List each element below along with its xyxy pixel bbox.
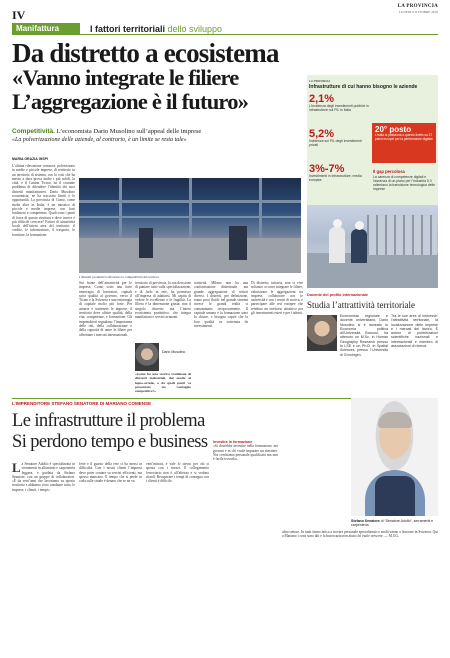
- bottom-column-1: [12, 462, 75, 650]
- article-column-4: trattività. Milano non ha una conformazione distrettuale, ma grande aggregazione di settori diversi. I distretti, per definizione, erano poco fluidi: nel grande sistema invece le grandi realtà si contaminano reciprocamente. Il capitale umano e la formazione sono la chiave, e bisogna capire che la loro qualità va sostenuta da investimenti.: [194, 281, 248, 328]
- issue-date: LUNEDÌ 8 OTTOBRE 2018: [398, 10, 438, 14]
- article-subhead: «La polverizzazione delle aziende, al contrario, è un limite se resta tale»: [12, 137, 187, 143]
- bottom-column-4: [213, 440, 278, 650]
- stat-label: Investimenti in infrastrutture, media europea: [309, 174, 362, 182]
- profile-label: Docente del profilo internazionale: [307, 293, 368, 297]
- mini-photo-caption: Dario Musolino: [162, 350, 186, 354]
- ranking-text: L’Italia si posiziona a questo livello su 27 paesi europei per la performance digitale: [375, 133, 433, 141]
- workers-photo: [307, 205, 438, 288]
- photo-caption: I distretti produttivi rafforzano la competitività dei territori: [79, 275, 159, 279]
- article-column-3: territorio di provincia, la sua decisione di puntare tutto sulla specializzazione, e di farlo in rete, ha permesso all’impresa di adattarsi. Mi capita di vedere le eccellenze e le fragilità. La filiera è la dimensione giusta: non il singolo distretto ma l’intero ecosistema produttivo, che integra manifattura e servizi avanzati.: [135, 281, 191, 320]
- main-headline-line-3: L’aggregazione è il futuro»: [12, 89, 249, 114]
- kicker-label: Competitività.: [12, 128, 55, 135]
- stat-value: 2,1%: [309, 93, 335, 105]
- article-column-2: Sui fronte dell’attrattività per le imprese, Como sotto una forte emorragia di lavoratori, capitali sotto qualità al governo, verso il Ticino e la Svizzera e una emorragia di capitale molto più forte. Per attrarre e trattenere le imprese, il territorio deve offrire qualità, della vita, competenze, e formazione. Gli imprenditori segnalano l’importanza delle reti, della collaborazione e della capacità di unire le filiere per affrontare i mercati internazionali.: [79, 281, 132, 337]
- section-tab: Manifattura: [12, 23, 80, 35]
- main-headline-line-2: «Vanno integrate le filiere: [12, 65, 239, 90]
- byline: MARIA GRAZIA GISPI: [12, 157, 48, 161]
- infographic-brand: LA PROVINCIA: [309, 79, 331, 83]
- main-headline-line-1: Da distretto a ecosistema: [12, 38, 279, 68]
- section-bar: [12, 23, 438, 35]
- bottom-headline-line-1: Le infrastrutture il problema: [12, 411, 205, 431]
- ranking-box: [372, 123, 436, 163]
- infographic-title: Infrastrutture di cui hanno bisogno le aziende: [309, 84, 418, 90]
- stat-value: 5,2%: [309, 128, 335, 140]
- profile-text-column-2: Tra le sue aree di interesse: l’attrattività territoriale, la localizzazione delle imprese e i mercati del lavoro. È autore di pubblicazioni scientifiche nazionali e internazionali e membro di associazioni di ricerca.: [391, 314, 438, 349]
- musolino-mini-photo: [135, 343, 159, 371]
- profile-title: Studia l’attrattività territoriale: [307, 300, 415, 310]
- bottom-column-4-text: «Si dovrebbe investire nella formazione, nei giovani e in chi vuole imparare un mestiere. Noi cerchiamo personale qualificato ma non è facile trovarlo».: [213, 444, 278, 462]
- portrait-caption-rest: di “Senatore Adolfo”, serramenti e carpenteria: [351, 519, 434, 527]
- bottom-headline-line-2: Si perdono tempo e business: [12, 432, 208, 452]
- profile-text-column-1: Economista regionale e docente universitario, Dario Musolino si è laureato in Economia politica all’Università Bocconi, ha ottenuto un M.Sc. in Human Geography Research presso la LSE e un Ph.D. in Spatial Sciences presso l’Università di Groningen.: [340, 314, 388, 357]
- section-title-bold: I fattori territoriali: [90, 24, 166, 34]
- article-kicker: [12, 127, 302, 136]
- bottom-column-5: altro settore. In tanti fanno fatica a trovare personale specializzato e molti vanno a lavorare in Svizzera. Qui a Mariano i costi sono alti e la burocrazia non aiuta chi vuole crescere. — M.GG.: [282, 530, 438, 539]
- article-column-5: Di distretto, tuttavia, non si vive soltanto: occorre integrare le filiere, valorizzare le aggregazioni tra imprese, collaborare con le università e con i centri di ricerca, e partecipare alle reti europee che rendono un territorio attrattivo per gli investimenti esteri e per i talenti.: [251, 281, 303, 316]
- factory-photo: [79, 178, 301, 273]
- stat-value: 3%-7%: [309, 163, 345, 175]
- pull-quote: «Come ha una storica tradizione di distretti industriali, dal tessile al legno-arredo, e da quali punti va presentare un vantaggio competitivo?»: [135, 372, 191, 394]
- portrait-caption-name: Stefano Senatore: [351, 519, 380, 523]
- senatore-portrait: [351, 398, 438, 516]
- article-column-1: L’ultima rilevazione comasca, polverizzato in medie e piccole imprese, di territorio in un territorio di sistema, con la crisi che ha messo a dura prova anche i più solidi, la città, e il Canton Ticino, ha il costante problema di difendere l’identità dei suoi distretti manifatturieri. Dario Musolino economista, ne ha tracciato limiti e le opportunità. La provincia di Como, come molte altre in Italia, è un mosaico di piccole e medie imprese, con forti tradizioni e competenze. Quali sono i punti di forza di questa struttura e dove invece è più difficile crescere? Fattori di attrattività locali dell’intera area del territorio: il credito, le infrastrutture, il trasporto, le forniture, la formazione.: [12, 164, 75, 237]
- dropcap: L: [12, 462, 21, 475]
- bottom-subtitle: Investire in formazione: [213, 440, 253, 444]
- portrait-caption: [351, 519, 441, 527]
- bottom-column-2: ferie e il guasto della rete ci ha messi in difficoltà. Con i nostri clienti l’impresa deve poter contare su servizi efficienti, ma spesso mancano. Il tempo che si perde in coda sulle strade è denaro che se ne va.: [79, 462, 142, 484]
- stat-label: L’incidenza degli investimenti pubblici in infrastrutture sul PIL in Italia: [309, 104, 369, 112]
- section-title-light: dello sviluppo: [167, 24, 223, 34]
- kicker-text: L’economista Dario Musolino sull’appeal delle imprese: [56, 128, 202, 135]
- gap-text: La carenza di competenze digitali e l’assenza di un piano per l’Industria 5.0 rallentano la transizione tecnologica delle imprese: [373, 175, 436, 191]
- page-number: IV: [12, 8, 26, 22]
- stat-label: Incidenza sul PIL degli investimenti privati: [309, 139, 362, 147]
- bottom-column-1-text: a Senatore Adolfo è specializzata in serramenti in alluminio e carpenteria leggera, e guidata da Stefano Senatore, con un gruppo di collaboratori. «È da vent’anni che lavoriamo su questo territorio e abbiamo visto cambiare tutto, le imprese, i clienti, i tempi».: [12, 462, 75, 492]
- gap-title: Il gap percolosa: [373, 169, 405, 174]
- bottom-column-3: vent’minuti, e vale lo stesso per chi si sposta con i mezzi. Il collegamento ferroviario non è all’altezza e si vedono ritardi. Recuperare i tempi di consegna con i clienti è difficile.: [146, 462, 209, 484]
- section-title: [90, 23, 222, 35]
- bottom-story-kicker: L’IMPRENDITORE STEFANO SENATORE DI MARIANO COMENSE: [12, 401, 152, 406]
- newspaper-brand: LA PROVINCIA: [397, 4, 438, 9]
- profile-photo: [307, 315, 337, 351]
- ranking-value: 20° posto: [375, 125, 412, 134]
